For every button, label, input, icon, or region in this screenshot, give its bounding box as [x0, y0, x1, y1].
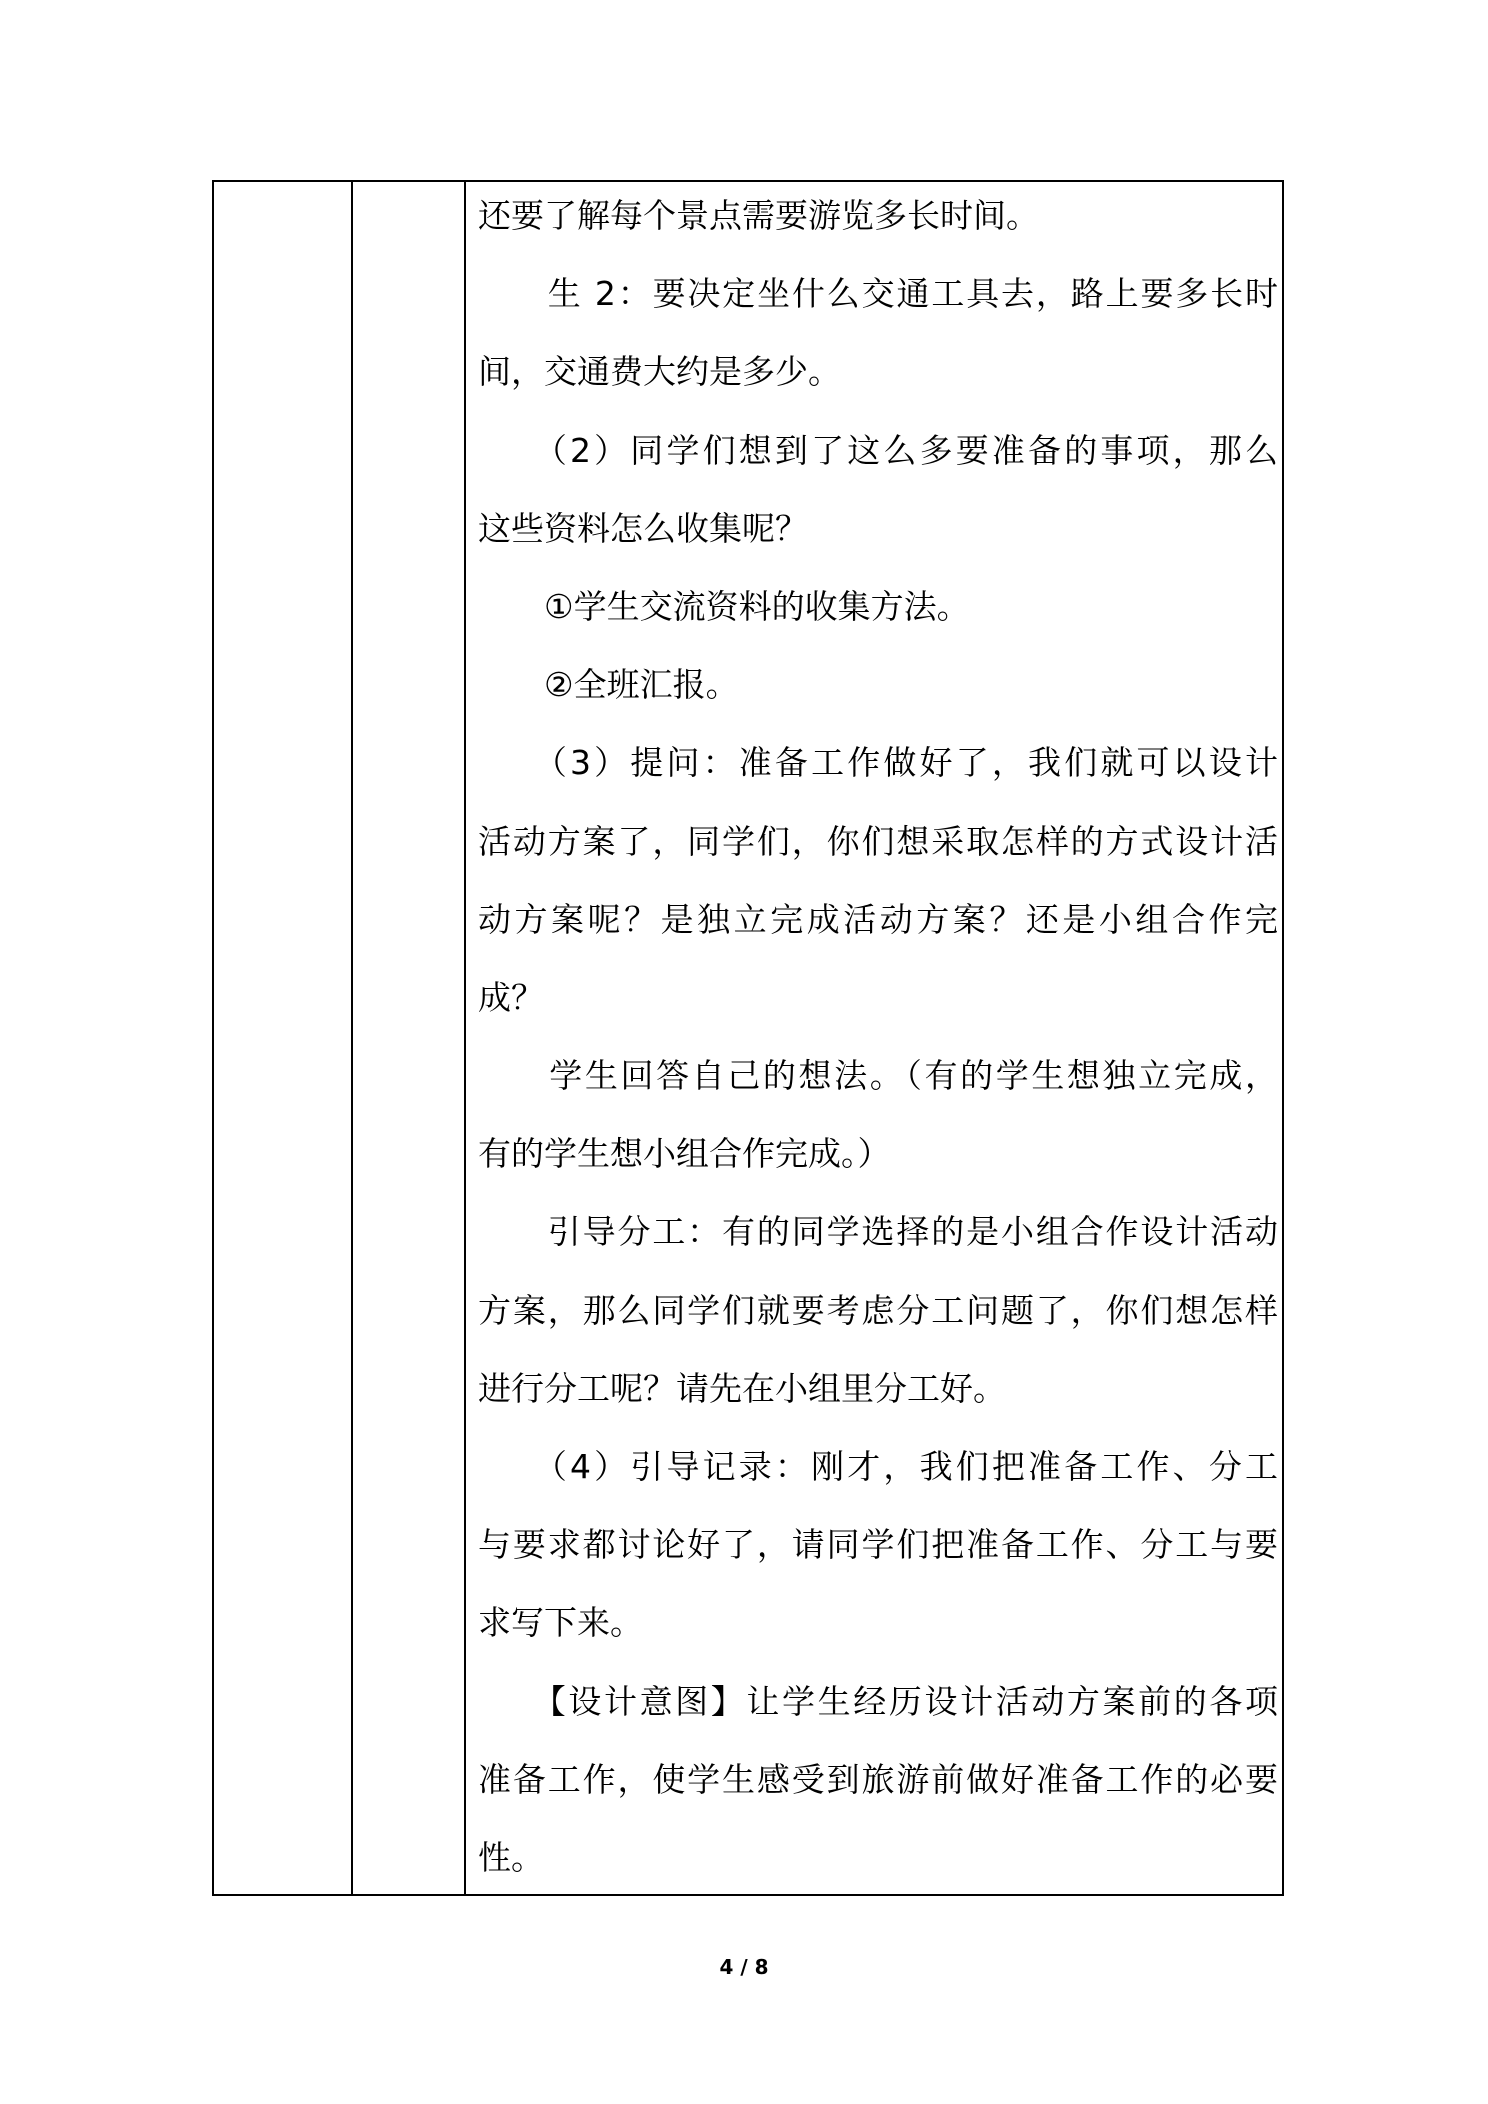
- text-line: 准备工作，使学生感受到旅游前做好准备工作的必要: [478, 1759, 1278, 1799]
- text-line: 【设计意图】让学生经历设计活动方案前的各项: [478, 1681, 1278, 1721]
- text-line: 进行分工呢？请先在小组里分工好。: [478, 1368, 1006, 1408]
- text-line: 活动方案了，同学们，你们想采取怎样的方式设计活: [478, 821, 1278, 861]
- text-line: 求写下来。: [478, 1603, 643, 1643]
- lesson-table: [212, 180, 1284, 1896]
- text-line: （3）提问：准备工作做好了，我们就可以设计: [478, 743, 1278, 783]
- text-line: 这些资料怎么收集呢？: [478, 508, 808, 548]
- text-line: 成？: [478, 977, 544, 1017]
- text-line: （2）同学们想到了这么多要准备的事项，那么: [478, 430, 1278, 470]
- text-line: 引导分工：有的同学选择的是小组合作设计活动: [478, 1212, 1278, 1252]
- text-line: 还要了解每个景点需要游览多长时间。: [478, 196, 1039, 235]
- text-line: ①学生交流资料的收集方法。: [478, 586, 970, 626]
- text-line: 性。: [478, 1837, 544, 1877]
- text-line: 动方案呢？是独立完成活动方案？还是小组合作完: [478, 899, 1278, 939]
- text-line: ②全班汇报。: [478, 665, 739, 705]
- text-line: 有的学生想小组合作完成。）: [478, 1134, 891, 1174]
- text-line: 生 2：要决定坐什么交通工具去，路上要多长时: [478, 274, 1278, 314]
- column-divider: [464, 182, 466, 1894]
- column-divider: [351, 182, 353, 1894]
- text-line: 学生回答自己的想法。（有的学生想独立完成，: [478, 1056, 1278, 1096]
- text-line: 与要求都讨论好了，请同学们把准备工作、分工与要: [478, 1525, 1278, 1565]
- text-line: 方案，那么同学们就要考虑分工问题了，你们想怎样: [478, 1290, 1278, 1330]
- text-line: （4）引导记录：刚才，我们把准备工作、分工: [478, 1447, 1278, 1486]
- text-line: 间，交通费大约是多少。: [478, 352, 841, 392]
- page-number: 4 / 8: [719, 1955, 769, 1979]
- lesson-content-cell: [478, 196, 1278, 1877]
